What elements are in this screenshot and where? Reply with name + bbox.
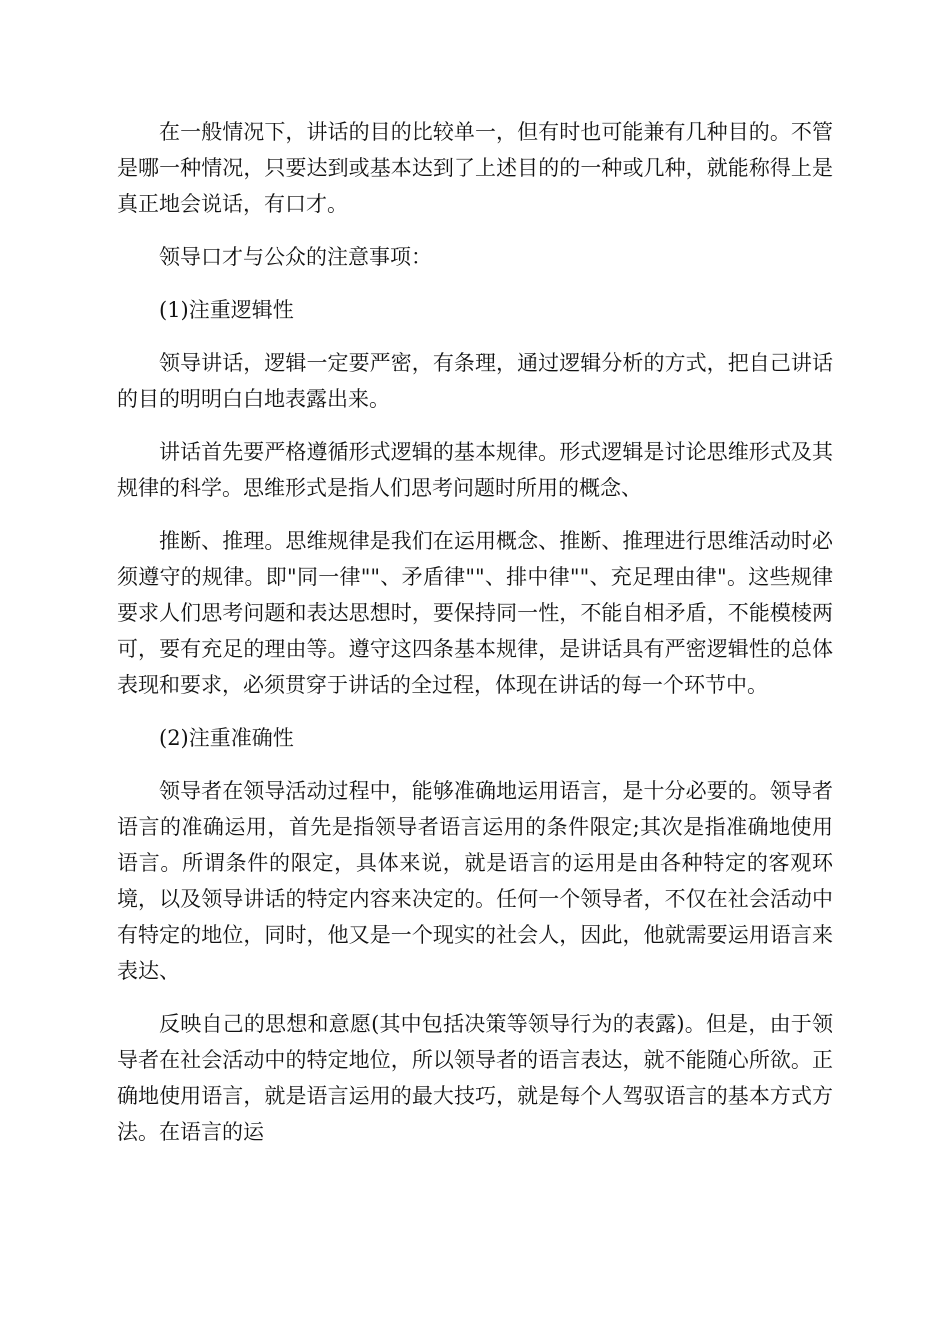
- paragraph-thinking-laws: 推断、推理。思维规律是我们在运用概念、推断、推理进行思维活动时必须遵守的规律。即"同一律""、矛盾律""、排中律""、充足理由律"。这些规律要求人们思考问题和表达思想时，要保持同一性，不能自相矛盾，不能模棱两可，要有充足的理由等。遵守这四条基本规律，是讲话具有严密逻辑性的总体表现和要求，必须贯穿于讲话的全过程，体现在讲话的每一个环节中。: [117, 529, 833, 697]
- document-page: [117, 114, 833, 1167]
- paragraph-language-use: 反映自己的思想和意愿(其中包括决策等领导行为的表露)。但是，由于领导者在社会活动中的特定地位，所以领导者的语言表达，就不能随心所欲。正确地使用语言，就是语言运用的最大技巧，就是每个人驾驭语言的基本方式方法。在语言的运: [117, 1012, 833, 1144]
- paragraph-precautions-intro: 领导口才与公众的注意事项：: [159, 245, 432, 269]
- paragraph-language-accuracy: 领导者在领导活动过程中，能够准确地运用语言，是十分必要的。领导者语言的准确运用，首先是指领导者语言运用的条件限定;其次是指准确地使用语言。所谓条件的限定，具体来说，就是语言的运用是由各种特定的客观环境，以及领导讲话的特定内容来决定的。任何一个领导者，不仅在社会活动中有特定的地位，同时，他又是一个现实的社会人，因此，他就需要运用语言来表达、: [117, 779, 833, 983]
- heading-logic: (1)注重逻辑性: [159, 298, 294, 322]
- paragraph-speech-purpose: 在一般情况下，讲话的目的比较单一，但有时也可能兼有几种目的。不管是哪一种情况，只要达到或基本达到了上述目的的一种或几种，就能称得上是真正地会说话，有口才。: [117, 120, 833, 216]
- paragraph-logic-rigor: 领导讲话，逻辑一定要严密，有条理，通过逻辑分析的方式，把自己讲话的目的明明白白地表露出来。: [117, 351, 833, 411]
- paragraph-formal-logic: 讲话首先要严格遵循形式逻辑的基本规律。形式逻辑是讨论思维形式及其规律的科学。思维形式是指人们思考问题时所用的概念、: [117, 440, 833, 500]
- heading-accuracy: (2)注重准确性: [159, 726, 294, 750]
